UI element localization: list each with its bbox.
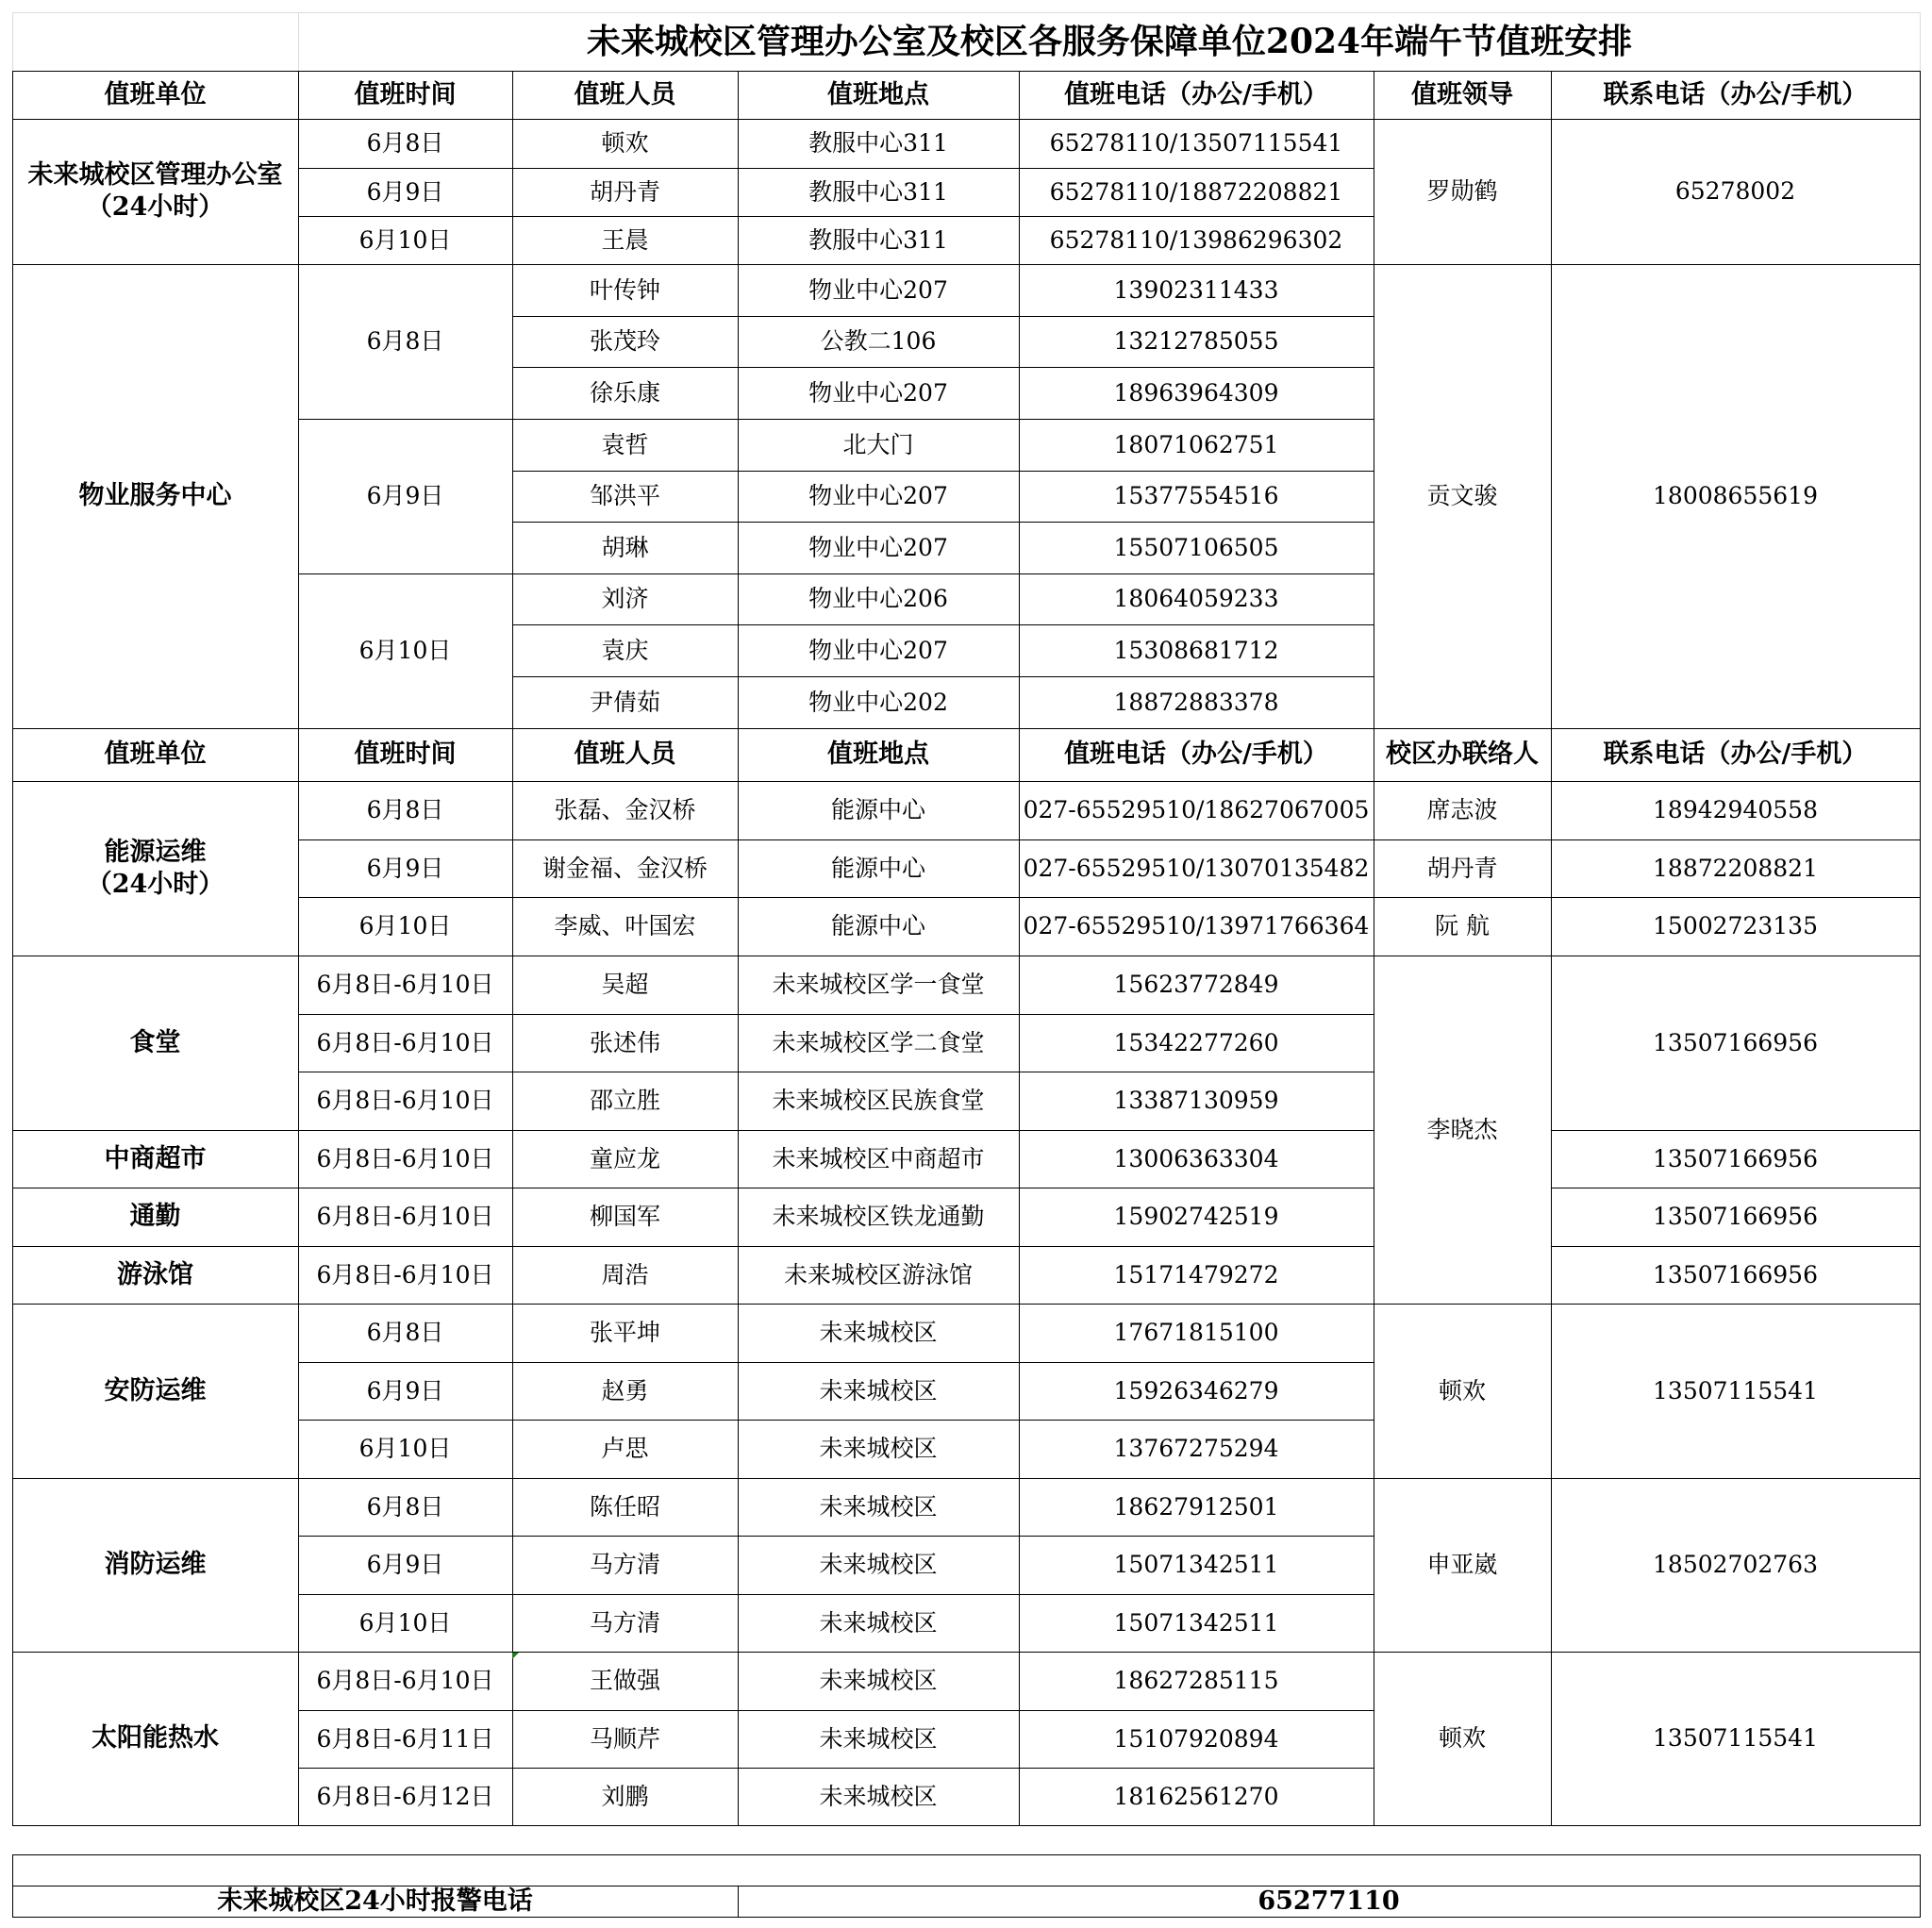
duty-date: 6月8日-6月10日 (298, 1652, 513, 1711)
page-title: 未来城校区管理办公室及校区各服务保障单位2024年端午节值班安排 (586, 22, 1633, 61)
column-header: 联系电话（办公/手机） (1551, 71, 1921, 120)
contact-phone: 13507166956 (1551, 1130, 1921, 1188)
duty-place: 未来城校区 (738, 1362, 1020, 1421)
contact-phone: 13507166956 (1551, 1246, 1921, 1305)
duty-phone: 65278110/18872208821 (1019, 168, 1374, 217)
duty-phone: 65278110/13986296302 (1019, 216, 1374, 265)
duty-place: 未来城校区 (738, 1768, 1020, 1826)
duty-place: 未来城校区民族食堂 (738, 1072, 1020, 1131)
duty-phone: 15342277260 (1019, 1014, 1374, 1072)
duty-date: 6月9日 (298, 419, 513, 574)
duty-date: 6月10日 (298, 1594, 513, 1653)
duty-date: 6月10日 (298, 897, 513, 956)
duty-date: 6月8日 (298, 119, 513, 169)
campus-liaison: 胡丹青 (1374, 839, 1552, 898)
spacer-row (12, 1854, 1921, 1886)
column-header: 值班电话（办公/手机） (1019, 71, 1374, 120)
duty-date: 6月10日 (298, 1420, 513, 1479)
duty-person: 邹洪平 (512, 471, 739, 523)
duty-person: 张茂玲 (512, 316, 739, 368)
duty-person: 邵立胜 (512, 1072, 739, 1131)
duty-date: 6月9日 (298, 168, 513, 217)
duty-place: 物业中心207 (738, 367, 1020, 420)
column-header: 值班地点 (738, 728, 1020, 782)
contact-phone: 13507115541 (1551, 1304, 1921, 1479)
duty-person: 徐乐康 (512, 367, 739, 420)
duty-place: 未来城校区中商超市 (738, 1130, 1020, 1188)
contact-phone: 13507166956 (1551, 1188, 1921, 1247)
campus-liaison: 席志波 (1374, 781, 1552, 840)
unit-admin-office: 未来城校区管理办公室 （24小时） (12, 119, 299, 265)
duty-place: 未来城校区学二食堂 (738, 1014, 1020, 1072)
duty-date: 6月8日 (298, 264, 513, 420)
duty-place: 未来城校区游泳馆 (738, 1246, 1020, 1305)
duty-place: 物业中心207 (738, 471, 1020, 523)
campus-liaison: 顿欢 (1374, 1652, 1552, 1826)
duty-person: 马方清 (512, 1594, 739, 1653)
duty-person: 王晨 (512, 216, 739, 265)
contact-phone: 18942940558 (1551, 781, 1921, 840)
duty-phone: 13212785055 (1019, 316, 1374, 368)
duty-phone: 18064059233 (1019, 573, 1374, 625)
duty-person: 刘济 (512, 573, 739, 625)
duty-date: 6月9日 (298, 1536, 513, 1595)
duty-person: 谢金福、金汉桥 (512, 839, 739, 898)
column-header: 值班单位 (12, 728, 299, 782)
contact-phone: 65278002 (1551, 119, 1921, 265)
duty-phone: 027-65529510/18627067005 (1019, 781, 1374, 840)
duty-person: 叶传钟 (512, 264, 739, 317)
duty-date: 6月8日-6月10日 (298, 1246, 513, 1305)
duty-place: 物业中心207 (738, 522, 1020, 574)
duty-person: 周浩 (512, 1246, 739, 1305)
duty-place: 未来城校区 (738, 1652, 1020, 1711)
column-header: 联系电话（办公/手机） (1551, 728, 1921, 782)
duty-phone: 13387130959 (1019, 1072, 1374, 1131)
duty-phone: 18627912501 (1019, 1478, 1374, 1537)
duty-person: 卢思 (512, 1420, 739, 1479)
duty-phone: 15071342511 (1019, 1536, 1374, 1595)
duty-phone: 18872883378 (1019, 676, 1374, 729)
duty-person: 王做强 (512, 1652, 739, 1711)
duty-date: 6月10日 (298, 573, 513, 729)
duty-phone: 18071062751 (1019, 419, 1374, 472)
duty-date: 6月8日-6月10日 (298, 1014, 513, 1072)
duty-leader: 罗勋鹤 (1374, 119, 1552, 265)
duty-phone: 15171479272 (1019, 1246, 1374, 1305)
duty-date: 6月8日 (298, 1304, 513, 1363)
column-header: 值班人员 (512, 71, 739, 120)
duty-place: 物业中心207 (738, 624, 1020, 677)
column-header: 值班电话（办公/手机） (1019, 728, 1374, 782)
duty-place: 未来城校区 (738, 1420, 1020, 1479)
unit-fire-ops: 消防运维 (12, 1478, 299, 1653)
campus-liaison: 顿欢 (1374, 1304, 1552, 1479)
contact-phone: 18502702763 (1551, 1478, 1921, 1653)
duty-place: 能源中心 (738, 897, 1020, 956)
unit-property-center: 物业服务中心 (12, 264, 299, 729)
duty-phone: 17671815100 (1019, 1304, 1374, 1363)
alarm-phone-label: 未来城校区24小时报警电话 (12, 1886, 739, 1918)
duty-place: 物业中心207 (738, 264, 1020, 317)
duty-date: 6月10日 (298, 216, 513, 265)
duty-person: 尹倩茹 (512, 676, 739, 729)
duty-place: 物业中心202 (738, 676, 1020, 729)
duty-place: 未来城校区铁龙通勤 (738, 1188, 1020, 1247)
duty-leader: 贡文骏 (1374, 264, 1552, 729)
duty-person: 袁哲 (512, 419, 739, 472)
duty-phone: 15107920894 (1019, 1710, 1374, 1769)
duty-place: 教服中心311 (738, 168, 1020, 217)
duty-person: 赵勇 (512, 1362, 739, 1421)
alarm-phone-number: 65277110 (738, 1886, 1921, 1918)
unit-commute: 通勤 (12, 1188, 299, 1247)
duty-person: 柳国军 (512, 1188, 739, 1247)
column-header: 值班地点 (738, 71, 1020, 120)
duty-date: 6月8日-6月10日 (298, 956, 513, 1015)
column-header: 值班领导 (1374, 71, 1552, 120)
duty-place: 公教二106 (738, 316, 1020, 368)
duty-phone: 13767275294 (1019, 1420, 1374, 1479)
duty-date: 6月8日-6月10日 (298, 1072, 513, 1131)
duty-date: 6月8日-6月11日 (298, 1710, 513, 1769)
duty-phone: 13902311433 (1019, 264, 1374, 317)
duty-phone: 15308681712 (1019, 624, 1374, 677)
duty-place: 未来城校区 (738, 1710, 1020, 1769)
column-header: 值班单位 (12, 71, 299, 120)
contact-phone: 13507166956 (1551, 956, 1921, 1131)
duty-phone: 15071342511 (1019, 1594, 1374, 1653)
duty-phone: 15377554516 (1019, 471, 1374, 523)
duty-date: 6月8日 (298, 1478, 513, 1537)
duty-place: 教服中心311 (738, 216, 1020, 265)
campus-liaison: 李晓杰 (1374, 956, 1552, 1305)
duty-phone: 18162561270 (1019, 1768, 1374, 1826)
unit-solar-water: 太阳能热水 (12, 1652, 299, 1826)
duty-phone: 13006363304 (1019, 1130, 1374, 1188)
duty-phone: 15507106505 (1019, 522, 1374, 574)
title-left-blank (12, 12, 299, 72)
duty-date: 6月8日-6月10日 (298, 1130, 513, 1188)
unit-swimming-pool: 游泳馆 (12, 1246, 299, 1305)
campus-liaison: 申亚崴 (1374, 1478, 1552, 1653)
duty-phone: 18963964309 (1019, 367, 1374, 420)
duty-person: 顿欢 (512, 119, 739, 169)
column-header: 值班时间 (298, 71, 513, 120)
duty-place: 未来城校区学一食堂 (738, 956, 1020, 1015)
duty-place: 未来城校区 (738, 1594, 1020, 1653)
duty-person: 马顺芹 (512, 1710, 739, 1769)
duty-date: 6月8日-6月12日 (298, 1768, 513, 1826)
unit-security-ops: 安防运维 (12, 1304, 299, 1479)
contact-phone: 13507115541 (1551, 1652, 1921, 1826)
duty-place: 北大门 (738, 419, 1020, 472)
duty-phone: 15623772849 (1019, 956, 1374, 1015)
column-header: 校区办联络人 (1374, 728, 1552, 782)
duty-place: 能源中心 (738, 839, 1020, 898)
duty-person: 张述伟 (512, 1014, 739, 1072)
duty-phone: 027-65529510/13070135482 (1019, 839, 1374, 898)
duty-phone: 18627285115 (1019, 1652, 1374, 1711)
campus-liaison: 阮 航 (1374, 897, 1552, 956)
duty-place: 能源中心 (738, 781, 1020, 840)
duty-person: 张磊、金汉桥 (512, 781, 739, 840)
duty-date: 6月8日-6月10日 (298, 1188, 513, 1247)
duty-place: 未来城校区 (738, 1478, 1020, 1537)
duty-place: 教服中心311 (738, 119, 1020, 169)
duty-person: 吴超 (512, 956, 739, 1015)
duty-person: 张平坤 (512, 1304, 739, 1363)
duty-person: 胡丹青 (512, 168, 739, 217)
duty-person: 李威、叶国宏 (512, 897, 739, 956)
duty-person: 陈任昭 (512, 1478, 739, 1537)
duty-place: 未来城校区 (738, 1304, 1020, 1363)
contact-phone: 15002723135 (1551, 897, 1921, 956)
duty-date: 6月8日 (298, 781, 513, 840)
duty-person: 刘鹏 (512, 1768, 739, 1826)
duty-person: 袁庆 (512, 624, 739, 677)
cell-comment-marker (512, 1653, 519, 1659)
duty-phone: 027-65529510/13971766364 (1019, 897, 1374, 956)
column-header: 值班人员 (512, 728, 739, 782)
duty-phone: 15902742519 (1019, 1188, 1374, 1247)
duty-person: 胡琳 (512, 522, 739, 574)
unit-energy-ops: 能源运维 （24小时） (12, 781, 299, 956)
column-header: 值班时间 (298, 728, 513, 782)
duty-phone: 15926346279 (1019, 1362, 1374, 1421)
contact-phone: 18008655619 (1551, 264, 1921, 729)
duty-person: 童应龙 (512, 1130, 739, 1188)
duty-place: 未来城校区 (738, 1536, 1020, 1595)
duty-person: 马方清 (512, 1536, 739, 1595)
unit-canteen: 食堂 (12, 956, 299, 1131)
contact-phone: 18872208821 (1551, 839, 1921, 898)
duty-date: 6月9日 (298, 839, 513, 898)
duty-phone: 65278110/13507115541 (1019, 119, 1374, 169)
duty-date: 6月9日 (298, 1362, 513, 1421)
unit-supermarket: 中商超市 (12, 1130, 299, 1188)
duty-place: 物业中心206 (738, 573, 1020, 625)
